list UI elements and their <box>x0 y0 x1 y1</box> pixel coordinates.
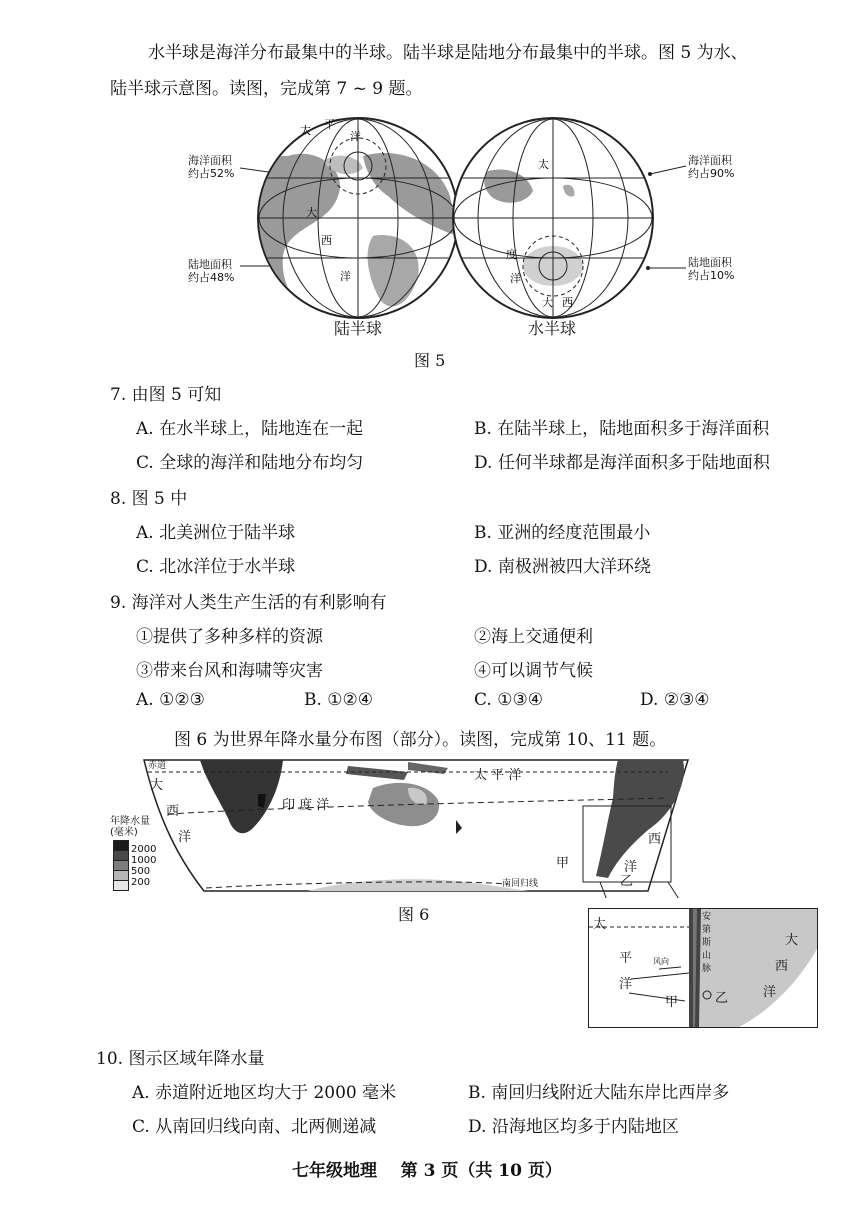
svg-text:度: 度 <box>506 248 517 261</box>
q9-statement-4: ④可以调节气候 <box>474 661 593 681</box>
inset-andes: 安 第 斯 山 脉 <box>702 912 712 974</box>
indian-ocean-label: 印 度 洋 <box>282 798 330 813</box>
q9-statement-2: ②海上交通便利 <box>474 627 593 647</box>
q9-stem: 9. 海洋对人类生产生活的有利影响有 <box>110 593 387 613</box>
q10-option-a[interactable]: A. 赤道附近地区均大于 2000 毫米 <box>132 1083 397 1103</box>
inset-yang-left: 洋 <box>619 977 633 992</box>
tropic-label: 南回归线 <box>502 879 539 889</box>
hemisphere-globes <box>188 116 748 341</box>
pacific-label: 太 平 洋 <box>474 768 522 783</box>
figure-5 <box>188 116 748 341</box>
water-hemi-ocean-label: 海洋面积 约占90% <box>688 154 735 180</box>
inset-wind: 风向 <box>653 957 669 966</box>
svg-text:西: 西 <box>321 234 332 247</box>
precip-legend-values: 2000 1000 500 200 <box>131 844 157 888</box>
q10-option-d[interactable]: D. 沿海地区均多于内陆地区 <box>468 1117 679 1137</box>
svg-text:大: 大 <box>542 296 553 309</box>
q10-option-b[interactable]: B. 南回归线附近大陆东岸比西岸多 <box>468 1083 730 1103</box>
atlantic-right-1: 西 <box>648 832 662 847</box>
q9-option-d[interactable]: D. ②③④ <box>640 690 710 710</box>
q9-option-a[interactable]: A. ①②③ <box>136 690 205 710</box>
svg-text:太: 太 <box>300 124 311 137</box>
q8-option-d[interactable]: D. 南极洲被四大洋环绕 <box>474 557 651 577</box>
water-hemisphere-title: 水半球 <box>528 319 577 338</box>
figure-6-map <box>108 758 698 898</box>
land-hemi-land-label: 陆地面积 约占48% <box>188 258 235 284</box>
precip-legend <box>113 840 129 891</box>
intro-line-2: 陆半球示意图。读图，完成第 7 ~ 9 题。 <box>110 79 423 99</box>
q7-option-b[interactable]: B. 在陆半球上，陆地面积多于海洋面积 <box>474 419 770 439</box>
water-hemisphere-globe <box>453 116 653 321</box>
q8-option-b[interactable]: B. 亚洲的经度范围最小 <box>474 523 651 543</box>
land-hemi-ocean-label: 海洋面积 约占52% <box>188 154 235 180</box>
svg-text:大: 大 <box>306 206 317 219</box>
svg-text:洋: 洋 <box>350 130 361 143</box>
atlantic-right-2: 洋 <box>624 860 638 875</box>
q10-stem: 10. 图示区域年降水量 <box>96 1049 265 1069</box>
q8-option-a[interactable]: A. 北美洲位于陆半球 <box>136 523 296 543</box>
equator-label: 赤道 <box>148 761 167 771</box>
q7-stem: 7. 由图 5 可知 <box>110 385 222 405</box>
figure-5-caption: 图 5 <box>414 351 446 370</box>
inset-tai: 太 <box>593 917 607 932</box>
q9-statement-1: ①提供了多种多样的资源 <box>136 627 323 647</box>
svg-text:西: 西 <box>562 296 573 309</box>
inset-ping: 平 <box>619 951 633 966</box>
inset-jia: 甲 <box>665 995 679 1010</box>
inset-map <box>588 908 818 1028</box>
inset-yang-right: 洋 <box>763 985 777 1000</box>
figure-6-intro: 图 6 为世界年降水量分布图（部分）。读图，完成第 10、11 题。 <box>174 730 667 750</box>
page-footer: 七年级地理 第 3 页（共 10 页） <box>292 1161 562 1181</box>
legend-swatch <box>113 880 129 891</box>
q9-option-b[interactable]: B. ①②④ <box>304 690 374 710</box>
q9-option-c[interactable]: C. ①③④ <box>474 690 543 710</box>
svg-text:洋: 洋 <box>340 270 351 283</box>
svg-text:平: 平 <box>324 118 335 131</box>
point-yi: 乙 <box>620 874 634 889</box>
figure-6-caption: 图 6 <box>398 905 430 924</box>
svg-text:太: 太 <box>538 158 549 171</box>
q7-option-a[interactable]: A. 在水半球上，陆地连在一起 <box>136 419 364 439</box>
inset-yi: 乙 <box>715 991 729 1006</box>
q8-option-c[interactable]: C. 北冰洋位于水半球 <box>136 557 296 577</box>
point-jia: 甲 <box>556 856 570 871</box>
inset-da: 大 <box>785 933 799 948</box>
inset-xi: 西 <box>775 959 789 974</box>
q10-option-c[interactable]: C. 从南回归线向南、北两侧递减 <box>132 1117 377 1137</box>
land-hemisphere-title: 陆半球 <box>334 319 383 338</box>
svg-text:洋: 洋 <box>510 272 521 285</box>
atlantic-left-1: 大 <box>150 778 164 793</box>
q7-option-c[interactable]: C. 全球的海洋和陆地分布均匀 <box>136 453 364 473</box>
q8-stem: 8. 图 5 中 <box>110 489 188 509</box>
atlantic-left-3: 洋 <box>178 830 192 845</box>
water-hemi-land-label: 陆地面积 约占10% <box>688 256 735 282</box>
q7-option-d[interactable]: D. 任何半球都是海洋面积多于陆地面积 <box>474 453 770 473</box>
intro-line-1: 水半球是海洋分布最集中的半球。陆半球是陆地分布最集中的半球。图 5 为水、 <box>148 43 748 63</box>
q9-statement-3: ③带来台风和海啸等灾害 <box>136 661 323 681</box>
precip-legend-title: 年降水量 (毫米) <box>110 816 150 838</box>
land-hemisphere-globe <box>258 116 458 321</box>
atlantic-left-2: 西 <box>166 804 180 819</box>
